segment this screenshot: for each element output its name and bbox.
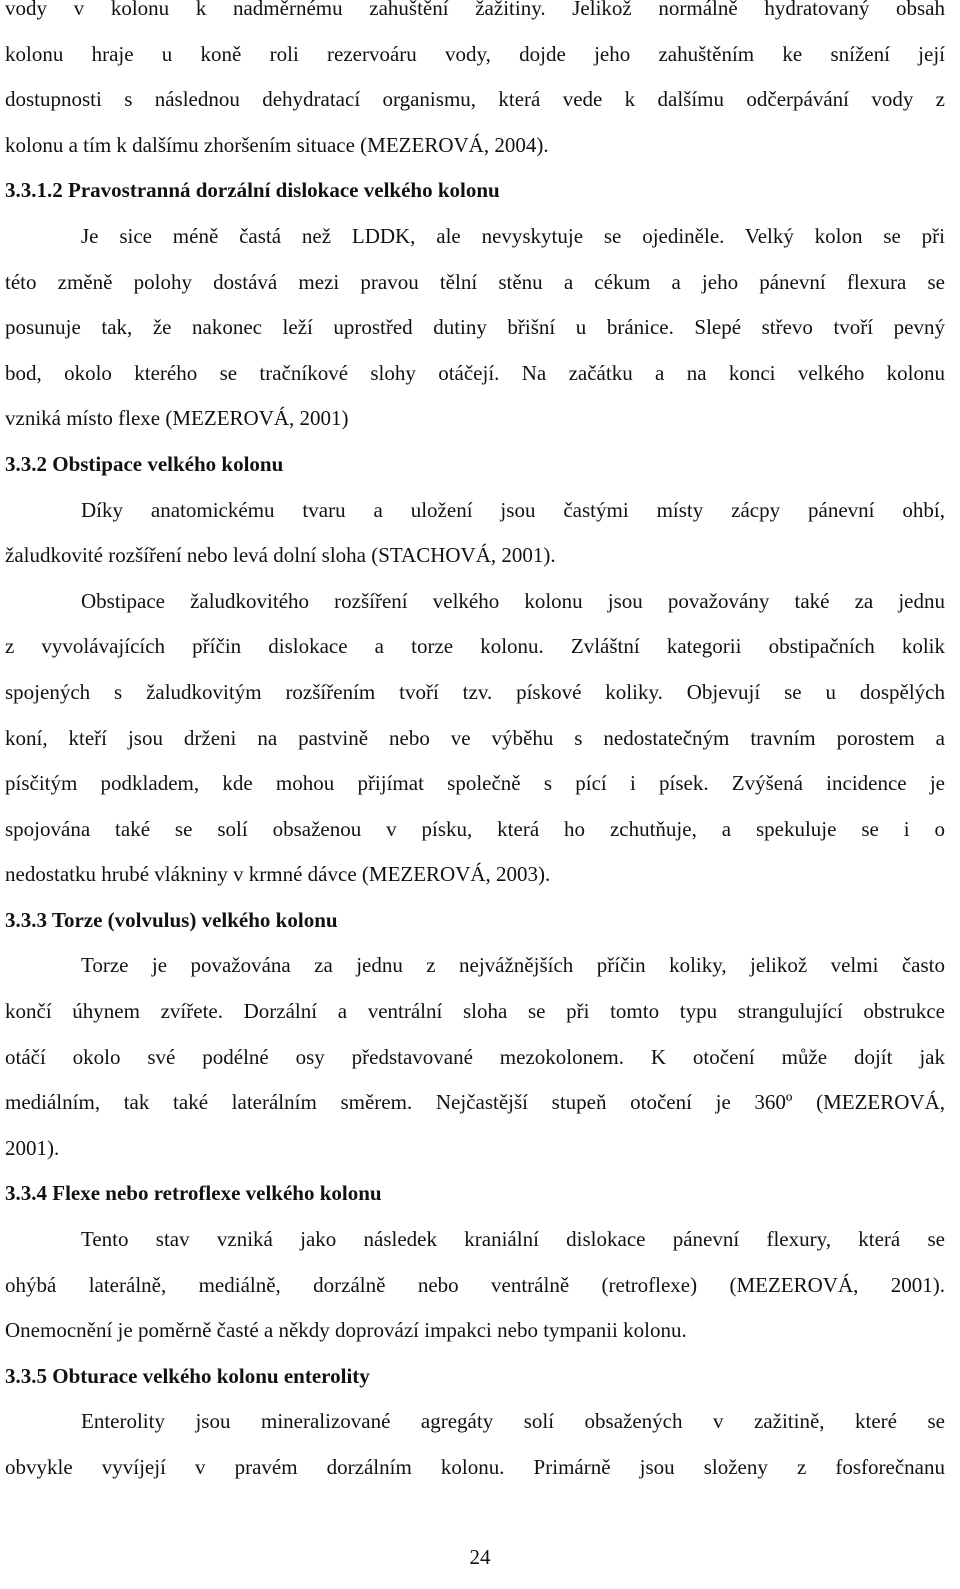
text-line: Je sice méně častá než LDDK, ale nevyskytuje se ojediněle. Velký kolon se při [81,223,945,248]
text-line: Díky anatomickému tvaru a uložení jsou častými místy zácpy pánevní ohbí, [81,497,945,522]
body-text [5,0,945,1498]
section-heading: 3.3.3 Torze (volvulus) velkého kolonu [5,907,338,932]
text-line: mediálním, tak také laterálním směrem. Nejčastější stupeň otočení je 360º (MEZEROVÁ, [5,1090,945,1115]
text-line: žaludkovité rozšíření nebo levá dolní sloha (STACHOVÁ, 2001). [5,543,556,568]
page-number: 24 [469,1545,491,1569]
text-line: dostupnosti s následnou dehydratací organismu, která vede k dalšímu odčerpávání vody z [5,87,945,112]
text-line: kolonu a tím k dalšímu zhoršením situace (MEZEROVÁ, 2004). [5,132,549,157]
text-line: kolonu hraje u koně roli rezervoáru vody, dojde jeho zahuštěním ke snížení její [5,41,945,66]
text-line: koní, kteří jsou drženi na pastvině nebo ve výběhu s nedostatečným travním porostem a [5,725,945,750]
text-line: vody v kolonu k nadměrnému zahuštění žažitiny. Jelikož normálně hydratovaný obsah [5,0,945,20]
text-line: Obstipace žaludkovitého rozšíření velkého kolonu jsou považovány také za jednu [81,588,945,613]
section-heading: 3.3.2 Obstipace velkého kolonu [5,451,284,476]
text-line: Enterolity jsou mineralizované agregáty solí obsažených v zažitině, které se [81,1409,945,1434]
section-heading: 3.3.1.2 Pravostranná dorzální dislokace velkého kolonu [5,178,500,203]
text-line: spojována také se solí obsaženou v písku, která ho zchutňuje, a spekuluje se i o [5,816,945,841]
text-line: této změně polohy dostává mezi pravou tělní stěnu a cékum a jeho pánevní flexura se [5,269,945,294]
text-line: posunuje tak, že nakonec leží uprostřed dutiny břišní u bránice. Slepé střevo tvoří pevný [5,315,945,340]
text-line: Tento stav vzniká jako následek kraniální dislokace pánevní flexury, která se [81,1227,945,1252]
text-line: spojených s žaludkovitým rozšířením tvoří tzv. pískové koliky. Objevují se u dospělých [5,679,945,704]
section-heading: 3.3.5 Obturace velkého kolonu enterolity [5,1363,370,1388]
text-line: nedostatku hrubé vlákniny v krmné dávce (MEZEROVÁ, 2003). [5,862,551,887]
text-line: vzniká místo flexe (MEZEROVÁ, 2001) [5,406,349,431]
text-line: otáčí okolo své podélné osy představované mezokolonem. K otočení může dojít jak [5,1044,945,1069]
text-line: končí úhynem zvířete. Dorzální a ventrální sloha se při tomto typu strangulující obstrukce [5,999,945,1024]
text-line: ohýbá laterálně, mediálně, dorzálně nebo ventrálně (retroflexe) (MEZEROVÁ, 2001). [5,1272,945,1297]
text-line: z vyvolávajících příčin dislokace a torze kolonu. Zvláštní kategorii obstipačních kolik [5,634,945,659]
text-line: bod, okolo kterého se tračníkové slohy otáčejí. Na začátku a na konci velkého kolonu [5,360,945,385]
text-line: písčitým podkladem, kde mohou přijímat společně s pící i písek. Zvýšená incidence je [5,771,945,796]
text-line: Onemocnění je poměrně časté a někdy doprovází impakci nebo tympanii kolonu. [5,1318,687,1343]
section-heading: 3.3.4 Flexe nebo retroflexe velkého kolonu [5,1181,382,1206]
text-line: obvykle vyvíjejí v pravém dorzálním kolonu. Primárně jsou složeny z fosforečnanu [5,1455,945,1479]
text-line: Torze je považována za jednu z nejvážnějších příčin koliky, jelikož velmi často [81,953,945,978]
text-line: 2001). [5,1135,60,1160]
